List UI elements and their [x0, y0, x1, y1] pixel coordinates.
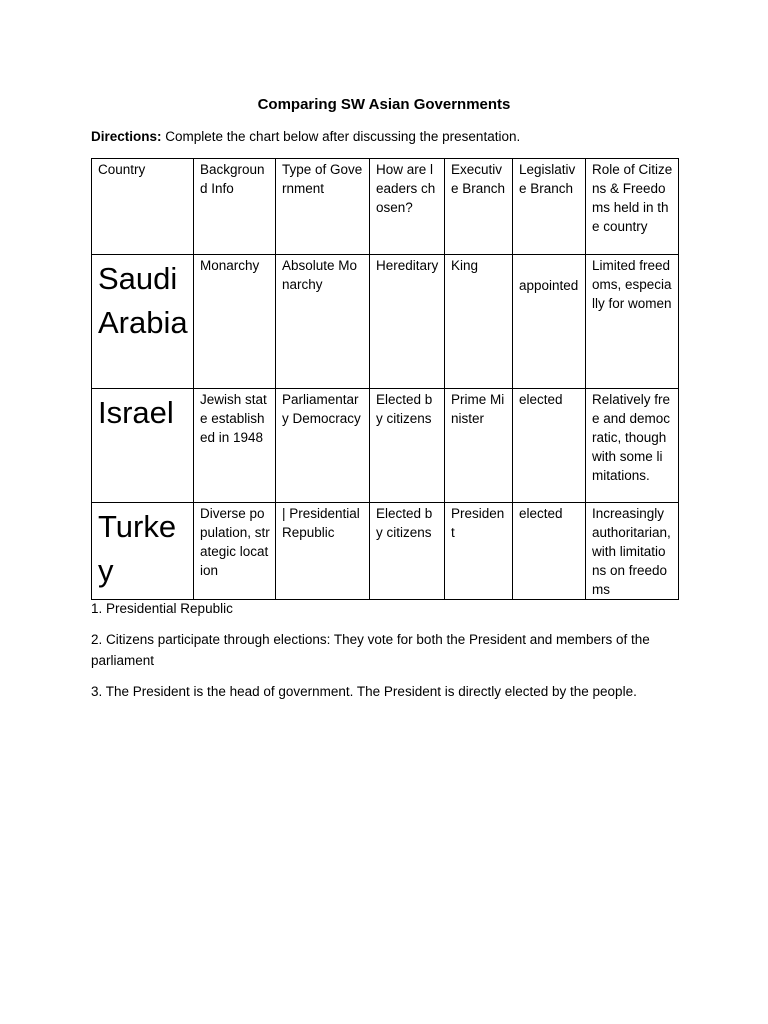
- leaders-chosen-cell: Elected by citizens: [370, 503, 445, 600]
- background-cell: Jewish state established in 1948: [194, 389, 276, 503]
- header-country: Country: [92, 159, 194, 255]
- legislative-cell-container: [513, 255, 586, 389]
- directions-label: Directions:: [91, 129, 162, 144]
- country-cell: Saudi Arabia: [92, 255, 194, 389]
- header-legislative: Legislative Branch: [513, 159, 586, 255]
- legislative-cell: elected: [513, 389, 586, 503]
- note-item: 2. Citizens participate through elections: They vote for both the President and members of the parliament: [91, 632, 650, 668]
- government-type-cell: Parliamentary Democracy: [276, 389, 370, 503]
- header-government-type: Type of Government: [276, 159, 370, 255]
- background-cell: Monarchy: [194, 255, 276, 389]
- table-row: [92, 389, 679, 503]
- table-row: [92, 255, 679, 389]
- comparison-table: [91, 158, 679, 600]
- leaders-chosen-cell: Elected by citizens: [370, 389, 445, 503]
- header-citizens-role: Role of Citizens & Freedoms held in the country: [586, 159, 679, 255]
- government-type-cell: Absolute Monarchy: [276, 255, 370, 389]
- directions: [91, 127, 520, 146]
- executive-cell: King: [445, 255, 513, 389]
- executive-cell: President: [445, 503, 513, 600]
- directions-text: Complete the chart below after discussing the presentation.: [161, 129, 521, 144]
- notes-list: [91, 598, 681, 712]
- executive-cell: Prime Minister: [445, 389, 513, 503]
- header-executive: Executive Branch: [445, 159, 513, 255]
- citizens-role-cell: Relatively free and democratic, though with some limitations.: [586, 389, 679, 503]
- header-background: Background Info: [194, 159, 276, 255]
- page-title: Comparing SW Asian Governments: [257, 96, 511, 113]
- government-type-cell: | Presidential Republic: [276, 503, 370, 600]
- country-cell: Turkey: [92, 503, 194, 600]
- legislative-cell: elected: [513, 503, 586, 600]
- citizens-role-cell: Increasingly authoritarian, with limitations on freedoms: [586, 503, 679, 600]
- leaders-chosen-cell: Hereditary: [370, 255, 445, 389]
- legislative-cell: appointed: [519, 278, 579, 293]
- note-item: 3. The President is the head of government. The President is directly elected by the people.: [91, 684, 637, 699]
- header-leaders-chosen: How are leaders chosen?: [370, 159, 445, 255]
- table-header-row: [92, 159, 679, 255]
- country-cell: Israel: [92, 389, 194, 503]
- note-item: 1. Presidential Republic: [91, 601, 233, 616]
- citizens-role-cell: Limited freedoms, especially for women: [586, 255, 679, 389]
- background-cell: Diverse population, strategic location: [194, 503, 276, 600]
- table-row: [92, 503, 679, 600]
